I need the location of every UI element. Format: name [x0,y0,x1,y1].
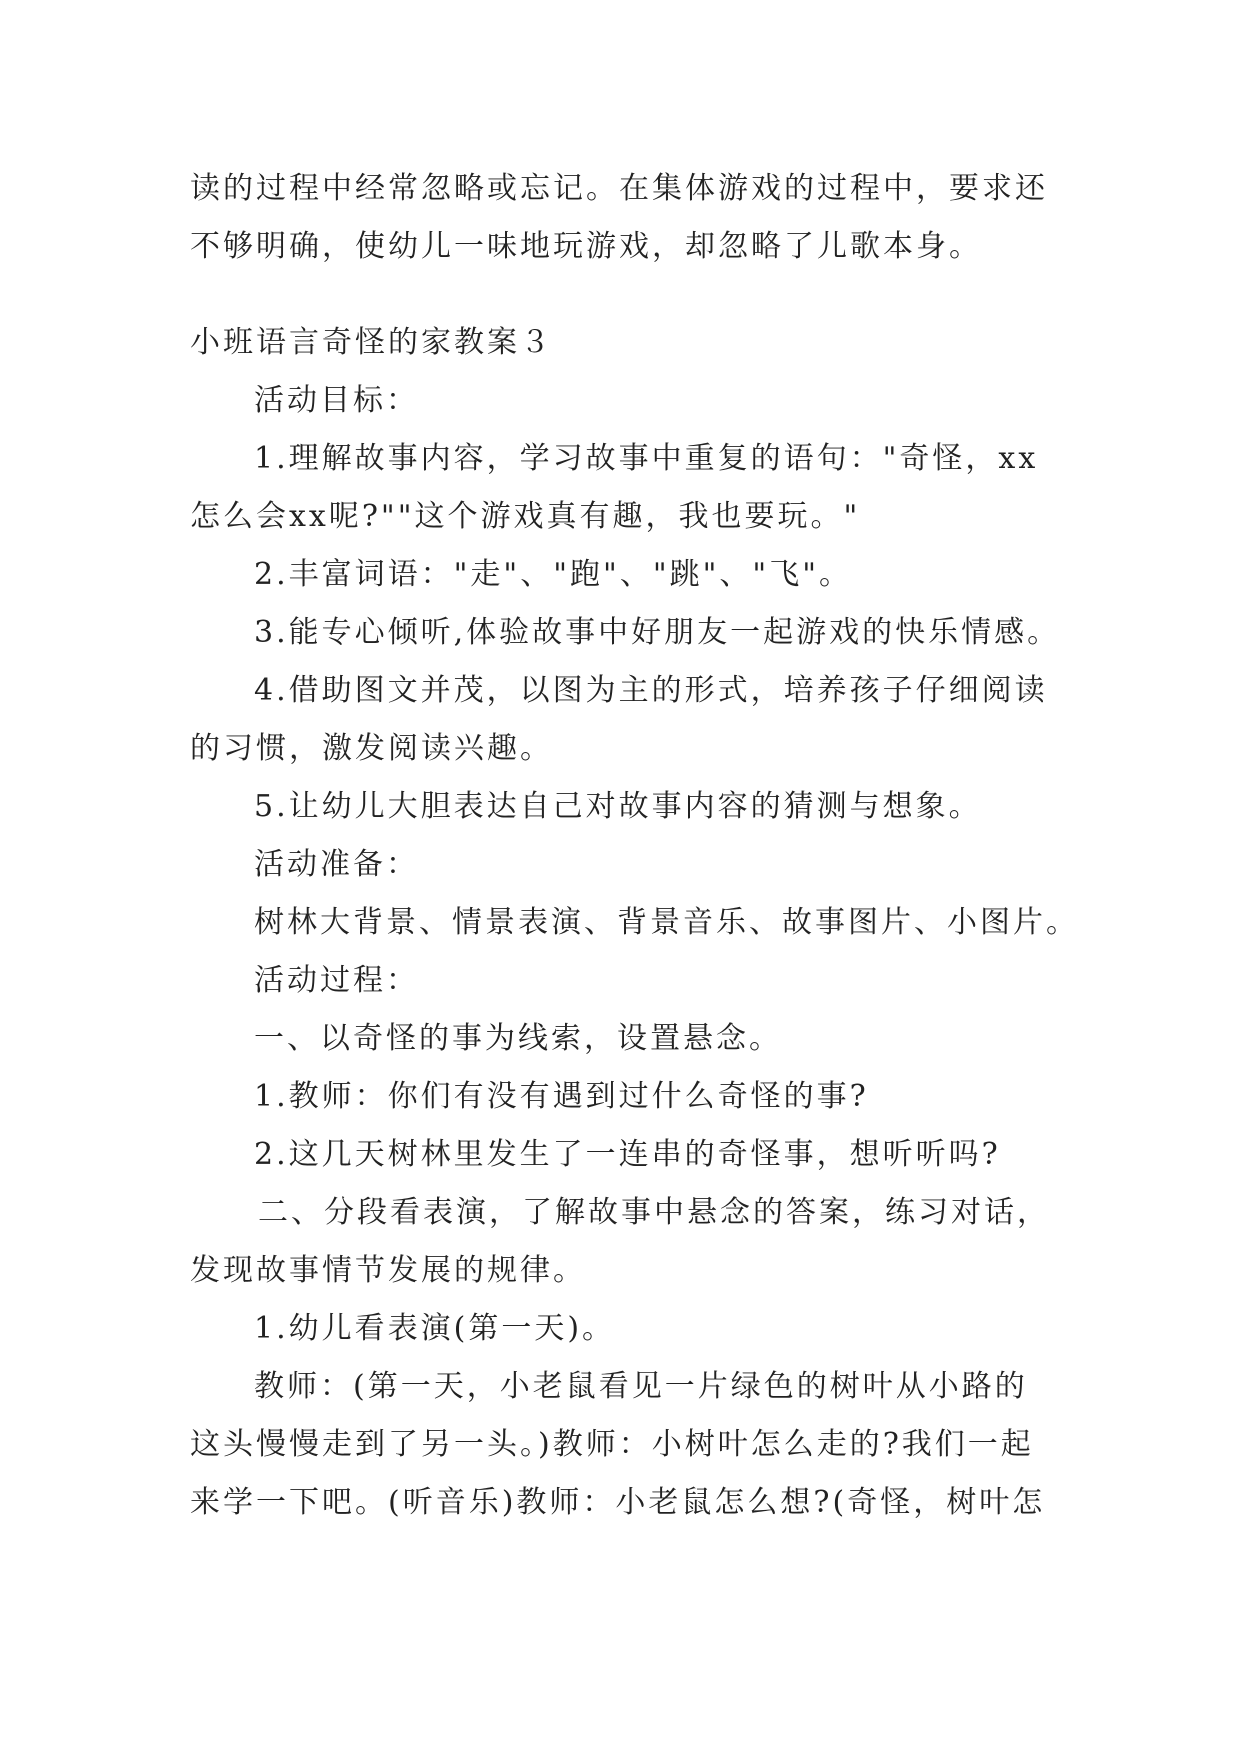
paragraph-line: 不够明确，使幼儿一味地玩游戏，却忽略了儿歌本身。 [190,229,982,264]
paragraph-line: 3.能专心倾听,体验故事中好朋友一起游戏的快乐情感。 [254,615,1061,650]
heading-preparation: 活动准备： [254,847,419,882]
paragraph-line: 读的过程中经常忽略或忘记。在集体游戏的过程中，要求还 [190,171,1048,206]
paragraph-line: 二、分段看表演，了解故事中悬念的答案，练习对话， [258,1195,1050,1230]
paragraph-line: 教师：(第一天，小老鼠看见一片绿色的树叶从小路的 [254,1369,1028,1404]
paragraph-line: 4.借助图文并茂，以图为主的形式，培养孩子仔细阅读 [254,673,1048,708]
paragraph-line: 1.教师：你们有没有遇到过什么奇怪的事? [254,1079,869,1114]
heading-objectives: 活动目标： [254,383,419,418]
paragraph-gap [190,276,1060,314]
paragraph-line: 树林大背景、情景表演、背景音乐、故事图片、小图片。 [254,905,1079,940]
paragraph-line: 发现故事情节发展的规律。 [190,1253,586,1288]
heading-process: 活动过程： [254,963,419,998]
paragraph-line: 2.这几天树林里发生了一连串的奇怪事，想听听吗? [254,1137,1001,1172]
paragraph-line: 来学一下吧。(听音乐)教师：小老鼠怎么想?(奇怪，树叶怎 [190,1485,1046,1520]
paragraph-line: 怎么会xx呢?""这个游戏真有趣，我也要玩。" [190,499,861,534]
document-body [190,160,1079,1532]
paragraph-line: 1.理解故事内容，学习故事中重复的语句："奇怪，xx [254,441,1039,476]
paragraph-line: 一、以奇怪的事为线索，设置悬念。 [254,1021,782,1056]
paragraph-line: 1.幼儿看表演(第一天)。 [254,1311,616,1346]
section-title: 小班语言奇怪的家教案３ [190,325,553,360]
paragraph-line: 5.让幼儿大胆表达自己对故事内容的猜测与想象。 [254,789,982,824]
paragraph-line: 这头慢慢走到了另一头。)教师：小树叶怎么走的?我们一起 [190,1427,1034,1462]
paragraph-line: 的习惯，激发阅读兴趣。 [190,731,553,766]
paragraph-line: 2.丰富词语："走"、"跑"、"跳"、"飞"。 [254,557,853,592]
